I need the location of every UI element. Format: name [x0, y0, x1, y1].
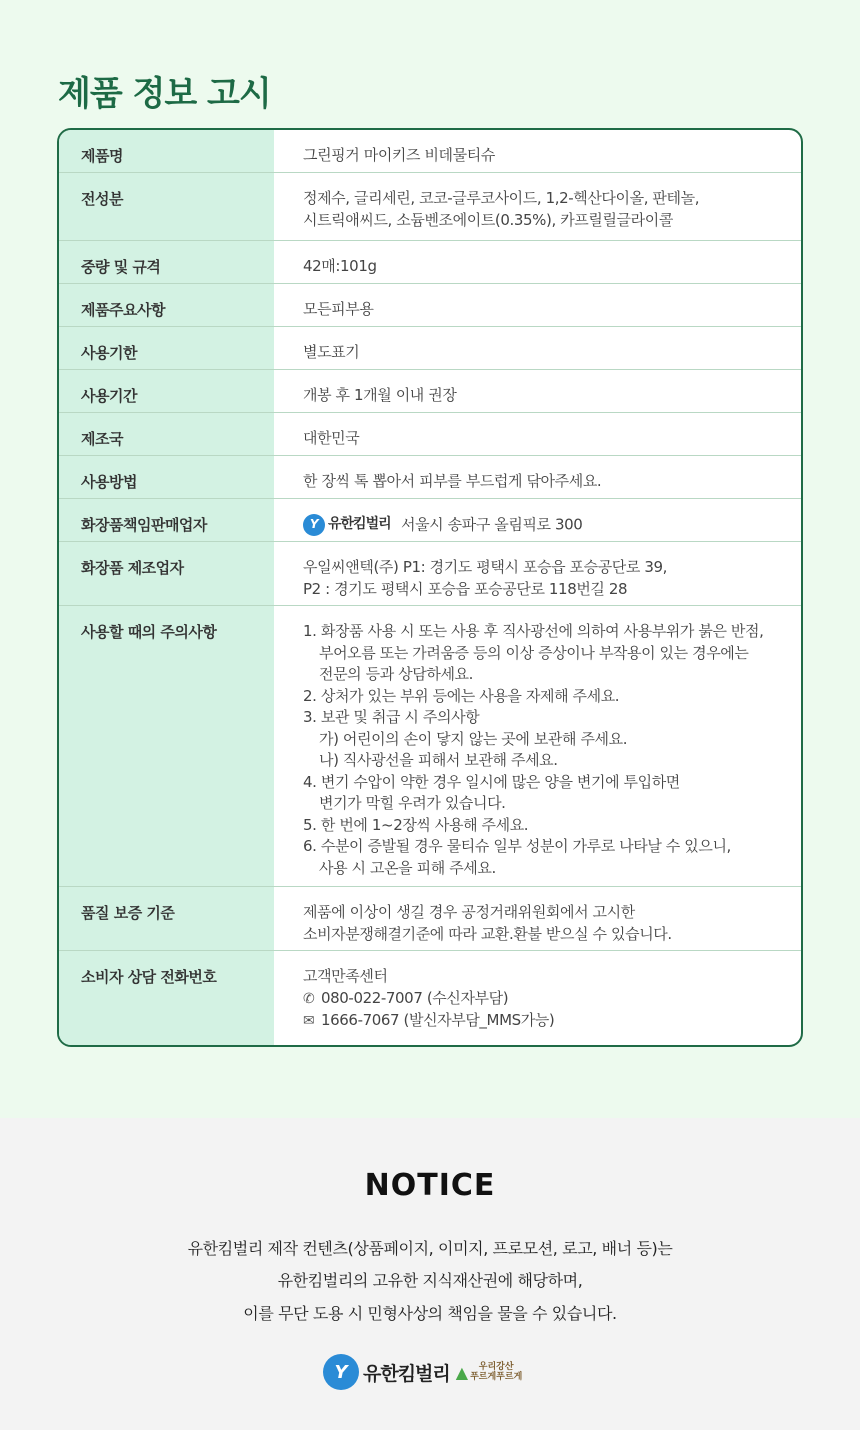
row-label: 화장품 제조업자: [59, 542, 274, 605]
slogan-badge: [456, 1362, 522, 1382]
brand-logo-text: 유한킴벌리: [328, 516, 391, 533]
table-row: [59, 606, 801, 887]
row-label: 화장품책임판매업자: [59, 499, 274, 541]
notice-line: 유한킴벌리 제작 컨텐츠(상품페이지, 이미지, 프로모션, 로고, 배너 등)는: [187, 1239, 673, 1258]
row-label: 제조국: [59, 413, 274, 455]
row-value: 별도표기: [303, 343, 360, 361]
row-value: 대한민국: [303, 429, 360, 447]
footer-brand-name: 유한킴벌리: [363, 1362, 450, 1385]
table-row: [59, 241, 801, 284]
row-label: 전성분: [59, 173, 274, 240]
table-row: [59, 413, 801, 456]
brand-logo-icon: Y: [323, 1354, 359, 1390]
table-row: [59, 284, 801, 327]
tree-icon: ▲: [455, 1362, 469, 1382]
footer-logo: [323, 1354, 522, 1390]
row-value: 그린핑거 마이키즈 비데물티슈: [303, 146, 495, 164]
notice-title: NOTICE: [364, 1168, 496, 1203]
table-row: [59, 456, 801, 499]
table-row: [59, 499, 801, 542]
table-row: [59, 542, 801, 606]
row-label: 제품주요사항: [59, 284, 274, 326]
row-label: 사용기간: [59, 370, 274, 412]
table-row: [59, 327, 801, 370]
slogan-text: 우리강산 푸르게푸르게: [470, 1362, 523, 1382]
brand-logo-icon: Y: [303, 514, 325, 536]
row-label: 품질 보증 기준: [59, 887, 274, 950]
row-label: 중량 및 규격: [59, 241, 274, 283]
page-title: 제품 정보 고시: [58, 74, 271, 114]
product-info-table: [57, 128, 803, 1047]
table-row: [59, 887, 801, 951]
row-label: 사용할 때의 주의사항: [59, 606, 274, 886]
row-label: 사용기한: [59, 327, 274, 369]
row-label: 사용방법: [59, 456, 274, 498]
row-value: 개봉 후 1개월 이내 권장: [303, 386, 457, 404]
phone-icon: ✆: [303, 990, 315, 1007]
row-value: 모든피부용: [303, 300, 374, 318]
row-value: Y 유한킴벌리 서울시 송파구 올림픽로 300: [274, 499, 801, 541]
notice-section: [0, 1118, 860, 1430]
row-label: 소비자 상담 전화번호: [59, 951, 274, 1045]
row-value: 고객만족센터 ✆ 080-022-7007 (수신자부담) ✉ 1666-7067 (발신자부담_MMS가능): [274, 951, 801, 1045]
row-label: 제품명: [59, 130, 274, 172]
row-value: 정제수, 글리세린, 코코-글루코사이드, 1,2-헥산다이올, 판테놀, 시트릭애씨드, 소듐벤조에이트(0.35%), 카프릴릴글라이콜: [303, 189, 700, 229]
row-value: 제품에 이상이 생길 경우 공정거래위원회에서 고시한 소비자분쟁해결기준에 따라 교환.환불 받으실 수 있습니다.: [303, 903, 672, 943]
brand-logo: [303, 514, 391, 536]
envelope-icon: ✉: [303, 1013, 315, 1029]
row-value: 1. 화장품 사용 시 또는 사용 후 직사광선에 의하여 사용부위가 붉은 반점, 부어오름 또는 가려움증 등의 이상 증상이나 부작용이 있는 경우에는 전문의 등과 상담하세요. 2. 상처가 있는 부위 등에는 사용을 자제해 주세요. 3. 보관 및 취급 시 주의사항 가) 어린이의 손이 닿지 않는 곳에 보관해 주세요. 나) 직사광선을 피해서 보관해 주세요. 4. 변기 수압이 약한 경우 일시에 많은 양을 변기에 투입하면 변기가 막힐 우려가 있습니다. 5. 한 번에 1~2장씩 사용해 주세요. 6. 수분이 증발될 경우 물티슈 일부 성분이 가루로 나타날 수 있으니, 사용 시 고온을 피해 주세요.: [303, 622, 764, 877]
row-value: 우일씨앤텍(주) P1: 경기도 평택시 포승읍 포승공단로 39, P2 : 경기도 평택시 포승읍 포승공단로 118번길 28: [303, 558, 668, 598]
table-row: [59, 370, 801, 413]
notice-line: 유한킴벌리의 고유한 지식재산권에 해당하며,: [277, 1271, 583, 1290]
table-row: [59, 130, 801, 173]
row-value: 42매:101g: [303, 257, 377, 275]
table-row: [59, 173, 801, 241]
row-value: 한 장씩 톡 뽑아서 피부를 부드럽게 닦아주세요.: [303, 472, 602, 490]
notice-line: 이를 무단 도용 시 민형사상의 책임을 물을 수 있습니다.: [243, 1304, 617, 1323]
table-row: [59, 951, 801, 1045]
